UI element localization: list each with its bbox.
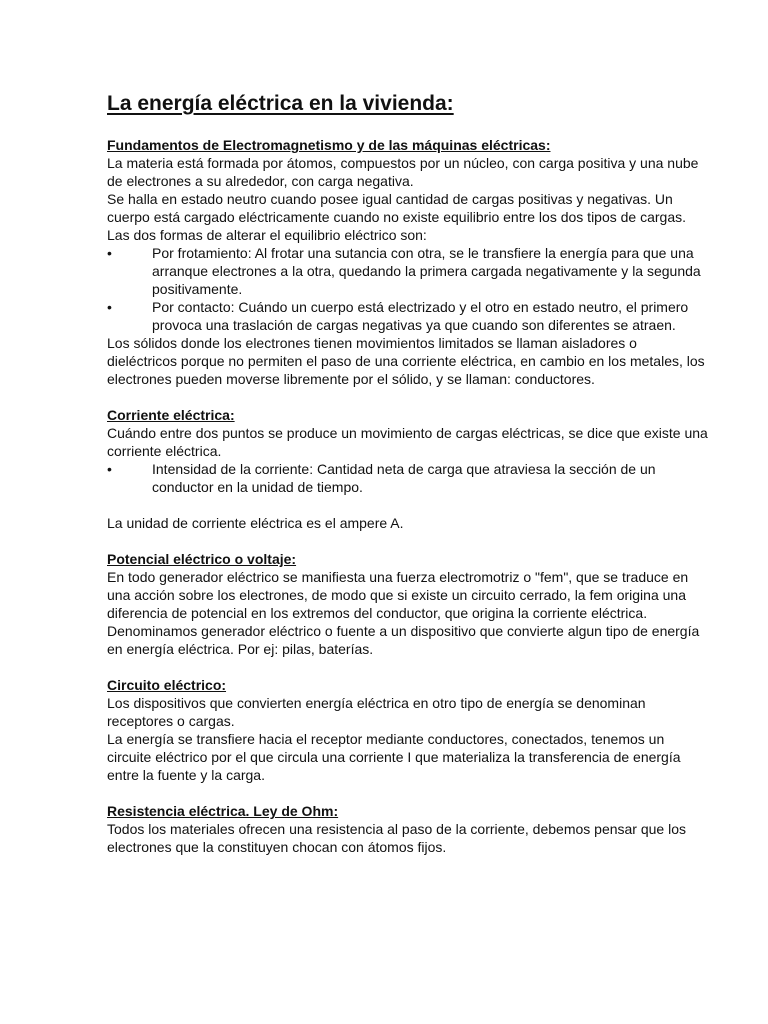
section-corriente	[107, 406, 708, 532]
paragraph: La unidad de corriente eléctrica es el ampere A.	[107, 515, 404, 532]
bullet-item: • Por contacto: Cuándo un cuerpo está electrizado y el otro en estado neutro, el primero provoca una traslación de cargas negativas ya que cuando son diferentes se atraen.	[107, 298, 708, 334]
section-heading: Potencial eléctrico o voltaje:	[107, 551, 297, 568]
paragraph: En todo generador eléctrico se manifiesta una fuerza electromotriz o "fem", que se traduce en una acción sobre los electrones, de modo que si existe un circuito cerrado, la fem origina una diferencia de potencial en los extremos del conductor, que origina la corriente eléctrica.	[107, 569, 689, 622]
paragraph: La energía se transfiere hacia el receptor mediante conductores, conectados, tenemos un circuite eléctrico por el que circula una corriente I que materializa la transferencia de energía entre la fuente y la carga.	[107, 731, 681, 784]
section-heading: Resistencia eléctrica. Ley de Ohm:	[107, 803, 339, 820]
paragraph: Los sólidos donde los electrones tienen movimientos limitados se llaman aisladores o dieléctricos porque no permiten el paso de una corriente eléctrica, en cambio en los metales, los electrones pueden moverse libremente por el sólido, y se llaman: conductores.	[107, 335, 705, 388]
section-circuito	[107, 676, 708, 784]
section-heading: Circuito eléctrico:	[107, 677, 227, 694]
paragraph: Las dos formas de alterar el equilibrio eléctrico son:	[107, 227, 427, 244]
bullet-list	[107, 244, 708, 334]
section-heading: Corriente eléctrica:	[107, 407, 235, 424]
document-title: La energía eléctrica en la vivienda:	[107, 92, 454, 115]
paragraph: Todos los materiales ofrecen una resistencia al paso de la corriente, debemos pensar que los electrones que la constituyen chocan con átomos fijos.	[107, 821, 686, 856]
bullet-item: • Intensidad de la corriente: Cantidad neta de carga que atraviesa la sección de un conductor en la unidad de tiempo.	[107, 460, 708, 496]
paragraph: Cuándo entre dos puntos se produce un movimiento de cargas eléctricas, se dice que existe una corriente eléctrica.	[107, 425, 708, 460]
bullet-list	[107, 460, 708, 496]
section-resistencia	[107, 802, 708, 856]
bullet-item: • Por frotamiento: Al frotar una sutancia con otra, se le transfiere la energía para que una arranque electrones a la otra, quedando la primera cargada negativamente y la segunda positivamente.	[107, 244, 708, 298]
section-potencial	[107, 550, 708, 658]
paragraph: Se halla en estado neutro cuando posee igual cantidad de cargas positivas y negativas. Un cuerpo está cargado eléctricamente cuando no existe equilibrio entre los dos tipos de cargas.	[107, 191, 687, 226]
paragraph: La materia está formada por átomos, compuestos por un núcleo, con carga positiva y una nube de electrones a su alrededor, con carga negativa.	[107, 155, 699, 190]
section-fundamentos	[107, 136, 708, 388]
paragraph: Los dispositivos que convierten energía eléctrica en otro tipo de energía se denominan receptores o cargas.	[107, 695, 646, 730]
paragraph: Denominamos generador eléctrico o fuente a un dispositivo que convierte algun tipo de energía en energía eléctrica. Por ej: pilas, baterías.	[107, 623, 700, 658]
section-heading: Fundamentos de Electromagnetismo y de las máquinas eléctricas:	[107, 137, 551, 154]
